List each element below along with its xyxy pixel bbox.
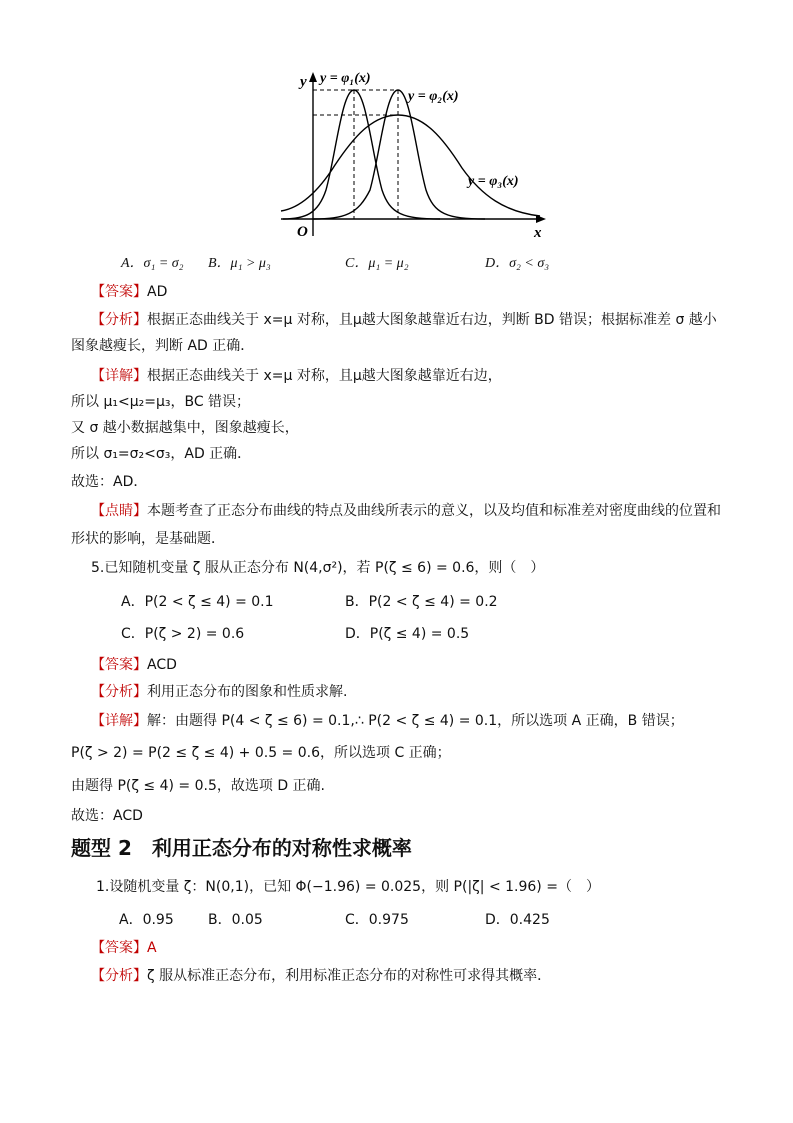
q4-comment-cont: 形状的影响，是基础题． — [71, 531, 225, 547]
analysis-tag: 【分析】 — [91, 684, 147, 700]
analysis-tag: 【分析】 — [91, 968, 147, 984]
q5-detail-row — [91, 713, 684, 730]
curve2-label: y = φ₂(x) — [408, 89, 459, 104]
q5-stem: 5.已知随机变量 ζ 服从正态分布 N(4,σ²)，若 P(ζ ≤ 6) = 0.6，则（ ） — [91, 560, 545, 576]
comment-tag: 【点睛】 — [91, 503, 147, 519]
q4-detail-3: 又 σ 越小数据越集中，图象越瘦长， — [71, 420, 299, 436]
q4-analysis-cont: 图象越瘦长，判断 AD 正确． — [71, 338, 255, 354]
q6-option-b: B．0.05 — [208, 912, 263, 928]
y-axis-arrow — [309, 72, 317, 82]
normal-curves-figure — [0, 0, 793, 250]
q4-option-a: A．σ₁ = σ₂ — [121, 256, 184, 271]
detail-text: 根据正态曲线关于 x=μ 对称，且μ越大图象越靠近右边， — [147, 368, 502, 384]
curve-phi2 — [313, 90, 485, 219]
q5-detail-2: P(ζ > 2) = P(2 ≤ ζ ≤ 4) + 0.5 = 0.6，所以选项 C 正确； — [71, 745, 451, 761]
answer-tag: 【答案】 — [91, 657, 147, 673]
q6-analysis-row — [91, 968, 551, 985]
q4-answer-row — [91, 284, 167, 301]
curve3-label: y = φ₃(x) — [468, 174, 519, 189]
detail-text: 解：由题得 P(4 < ζ ≤ 6) = 0.1,∴ P(2 < ζ ≤ 4) = 0.1，所以选项 A 正确，B 错误； — [147, 713, 684, 729]
q5-option-a: A．P(2 < ζ ≤ 4) = 0.1 — [121, 594, 274, 610]
q6-option-a: A．0.95 — [119, 912, 174, 928]
q6-option-d: D．0.425 — [485, 912, 550, 928]
q5-analysis-row — [91, 684, 347, 701]
answer-text: AD — [147, 284, 168, 300]
q6-answer-row — [91, 940, 157, 957]
curve-phi3 — [281, 115, 540, 216]
answer-text: ACD — [147, 657, 177, 673]
q5-option-c: C．P(ζ > 2) = 0.6 — [121, 626, 245, 642]
analysis-text: 利用正态分布的图象和性质求解. — [147, 684, 348, 700]
analysis-text: 根据正态曲线关于 x=μ 对称，且μ越大图象越靠近右边，判断 BD 错误；根据标准差 σ 越小 — [147, 312, 717, 328]
q4-option-b: B．μ₁ > μ₃ — [208, 256, 271, 271]
analysis-text: ζ 服从标准正态分布，利用标准正态分布的对称性可求得其概率． — [147, 968, 552, 984]
q4-option-c: C．μ₁ = μ₂ — [345, 256, 409, 271]
axis-y-label: y — [300, 74, 307, 90]
q4-comment-row — [91, 503, 721, 520]
q6-stem: 1.设随机变量 ζ：N(0,1)，已知 Φ(−1.96) = 0.025，则 P(|ζ| < 1.96) =（ ） — [96, 879, 600, 895]
analysis-tag: 【分析】 — [91, 312, 147, 328]
q4-detail-4: 所以 σ₁=σ₂<σ₃，AD 正确． — [71, 446, 252, 462]
comment-text: 本题考查了正态分布曲线的特点及曲线所表示的意义，以及均值和标准差对密度曲线的位置和 — [147, 503, 721, 519]
q4-analysis-row — [91, 312, 717, 329]
curve1-label: y = φ₁(x) — [320, 71, 371, 86]
q4-detail-row — [91, 368, 502, 385]
q5-detail-3: 由题得 P(ζ ≤ 4) = 0.5，故选项 D 正确. — [71, 778, 325, 794]
section-heading: 题型 2 利用正态分布的对称性求概率 — [71, 836, 412, 860]
axis-x-label: x — [534, 225, 542, 241]
detail-tag: 【详解】 — [91, 368, 147, 384]
q5-detail-4: 故选：ACD — [71, 808, 143, 824]
answer-tag: 【答案】 — [91, 940, 147, 956]
q6-option-c: C．0.975 — [345, 912, 409, 928]
answer-text: A — [147, 940, 157, 956]
q4-option-d: D．σ₂ < σ₃ — [485, 256, 550, 271]
q5-option-d: D．P(ζ ≤ 4) = 0.5 — [345, 626, 470, 642]
origin-label: O — [297, 224, 308, 240]
q5-option-b: B．P(2 < ζ ≤ 4) = 0.2 — [345, 594, 498, 610]
q4-detail-2: 所以 μ₁<μ₂=μ₃，BC 错误； — [71, 394, 251, 410]
q4-detail-5: 故选：AD． — [71, 474, 148, 490]
answer-tag: 【答案】 — [91, 284, 147, 300]
detail-tag: 【详解】 — [91, 713, 147, 729]
q5-answer-row — [91, 657, 177, 674]
